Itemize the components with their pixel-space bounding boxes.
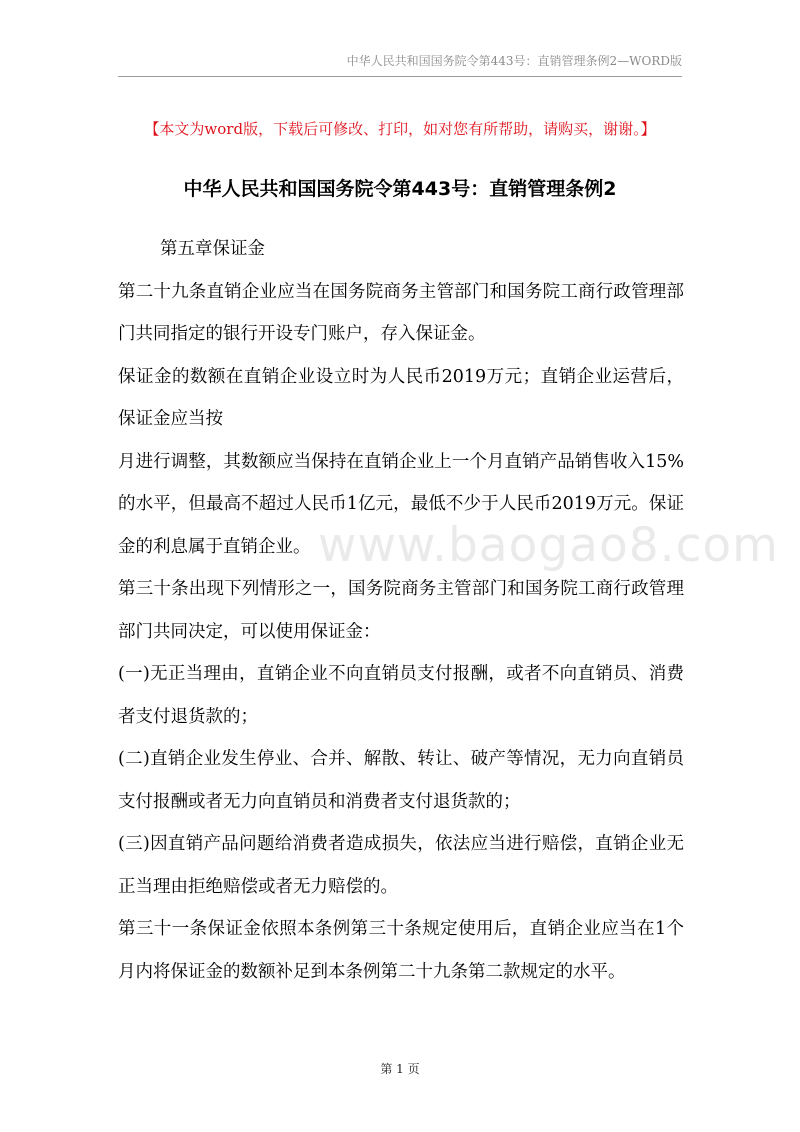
paragraph-monthly-adjustment: 月进行调整，其数额应当保持在直销企业上一个月直销产品销售收入15%的水平，但最高不超过人民币1亿元，最低不少于人民币2019万元。保证金的利息属于直销企业。 [118,451,684,557]
paragraph-case-3: (三)因直销产品问题给消费者造成损失，依法应当进行赔偿，直销企业无正当理由拒绝赔偿或者无力赔偿的。 [118,834,684,897]
paragraph-case-1: (一)无正当理由，直销企业不向直销员支付报酬，或者不向直销员、消费者支付退货款的； [118,664,684,727]
document-title: 中华人民共和国国务院令第443号：直销管理条例2 [183,178,617,200]
running-header: 中华人民共和国国务院令第443号：直销管理条例2—WORD版 [346,54,682,68]
paragraph-article-31: 第三十一条保证金依照本条例第三十条规定使用后，直销企业应当在1个月内将保证金的数额补足到本条例第二十九条第二款规定的水平。 [118,919,684,982]
paragraph-case-2: (二)直销企业发生停业、合并、解散、转让、破产等情况，无力向直销员支付报酬或者无力向直销员和消费者支付退货款的； [118,749,684,812]
page-number: 第 1 页 [380,1062,420,1076]
paragraph-article-30: 第三十条出现下列情形之一，国务院商务主管部门和国务院工商行政管理部门共同决定，可以使用保证金： [118,579,684,642]
paragraph-article-29: 第二十九条直销企业应当在国务院商务主管部门和国务院工商行政管理部门共同指定的银行开设专门账户，存入保证金。 [118,281,684,344]
purchase-notice: 【本文为word版，下载后可修改、打印，如对您有所帮助，请购买，谢谢。】 [144,120,656,138]
document-body [118,228,684,993]
paragraph-deposit-amount: 保证金的数额在直销企业设立时为人民币2019万元；直销企业运营后，保证金应当按 [118,366,684,429]
header-rule [118,76,682,77]
chapter-heading: 第五章保证金 [160,239,265,259]
watermark: www.baogao8.com [318,518,779,573]
